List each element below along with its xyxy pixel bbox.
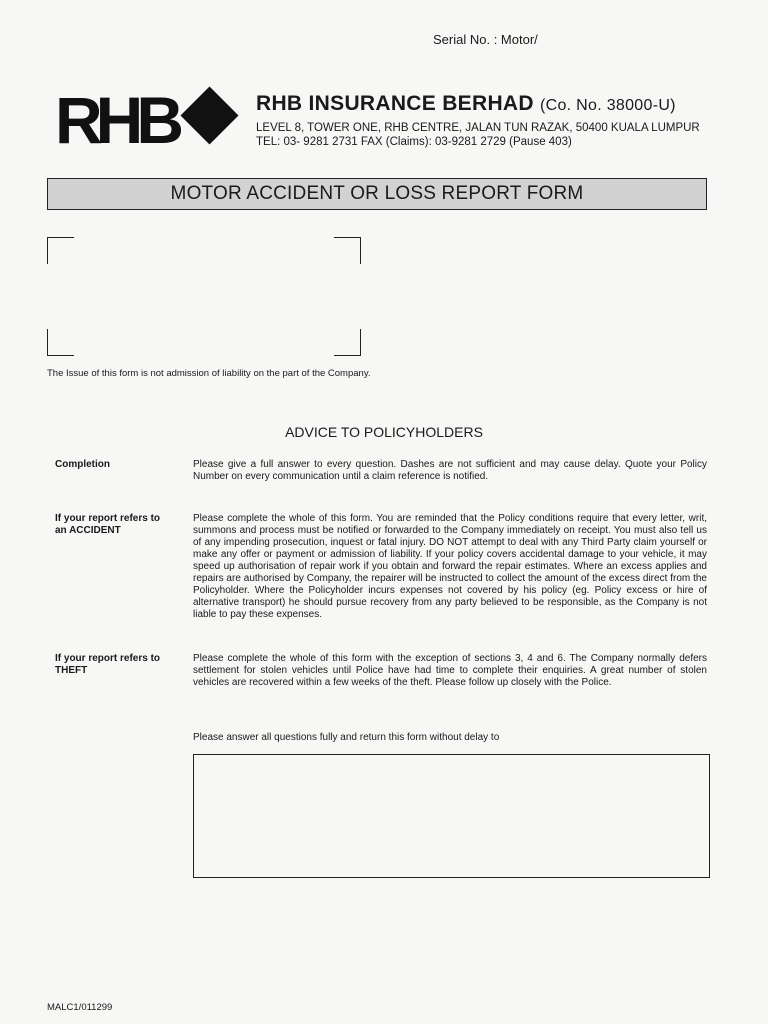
form-code: MALC1/011299 [47, 1002, 113, 1013]
advice-title: ADVICE TO POLICYHOLDERS [285, 424, 483, 440]
address-window-corner [334, 237, 361, 264]
company-name: RHB INSURANCE BERHAD [256, 92, 534, 115]
contact-line: TEL: 03- 9281 2731 FAX (Claims): 03-9281 2729 (Pause 403) [256, 136, 572, 148]
return-instruction: Please answer all questions fully and return this form without delay to [193, 732, 500, 743]
diamond-icon [181, 87, 239, 145]
form-title: MOTOR ACCIDENT OR LOSS REPORT FORM [47, 178, 707, 210]
address-window-corner [47, 237, 74, 264]
section-label-completion: Completion [55, 459, 110, 470]
company-name-line [256, 92, 676, 116]
rhb-logo [55, 83, 241, 157]
section-text-theft: Please complete the whole of this form with the exception of sections 3, 4 and 6. The Company normally defers settlement for stolen vehicles until Police have had time to complete their enquiries. A great number of stolen vehicles are recovered within a few weeks of the theft. Please follow up closely with the Police. [193, 653, 707, 688]
company-number: (Co. No. 38000-U) [539, 97, 676, 114]
section-label-theft: If your report refers to THEFT [55, 653, 161, 676]
section-text-accident: Please complete the whole of this form. You are reminded that the Policy conditions require that every letter, writ, summons and process must be notified or forwarded to the Company immediately on receipt. You must also tell us of any impending prosecution, inquest or fatal injury. DO NOT attempt to deal with any Third Party claim yourself or make any offer or payment or admission of liability. If your policy covers accidental damage to your vehicle, it may speed up authorisation of repair work if you obtain and forward the repair estimates. Where an excess applies and repairs are authorised by Company, the repairer will be instructed to collect the amount of the excess direct from the Policyholder. Where the Policyholder incurs expenses not covered by his policy (eg. Policy excess or hire of alternative transport) he should pursue recovery from any party believed to be responsible, as the Company is not liable to pay these expenses. [193, 513, 707, 620]
return-address-box[interactable] [193, 754, 710, 878]
company-address [256, 121, 700, 149]
address-window-corner [47, 329, 74, 356]
section-label-accident: If your report refers to an ACCIDENT [55, 513, 161, 536]
serial-number: Serial No. : Motor/ [433, 32, 538, 47]
address-line: LEVEL 8, TOWER ONE, RHB CENTRE, JALAN TUN RAZAK, 50400 KUALA LUMPUR [256, 122, 700, 134]
liability-disclaimer: The Issue of this form is not admission of liability on the part of the Company. [47, 368, 371, 379]
address-window-corner [334, 329, 361, 356]
section-text-completion: Please give a full answer to every question. Dashes are not sufficient and may cause delay. Quote your Policy Number on every communication until a claim reference is notified. [193, 459, 707, 482]
logo-text: RHB [55, 83, 177, 157]
